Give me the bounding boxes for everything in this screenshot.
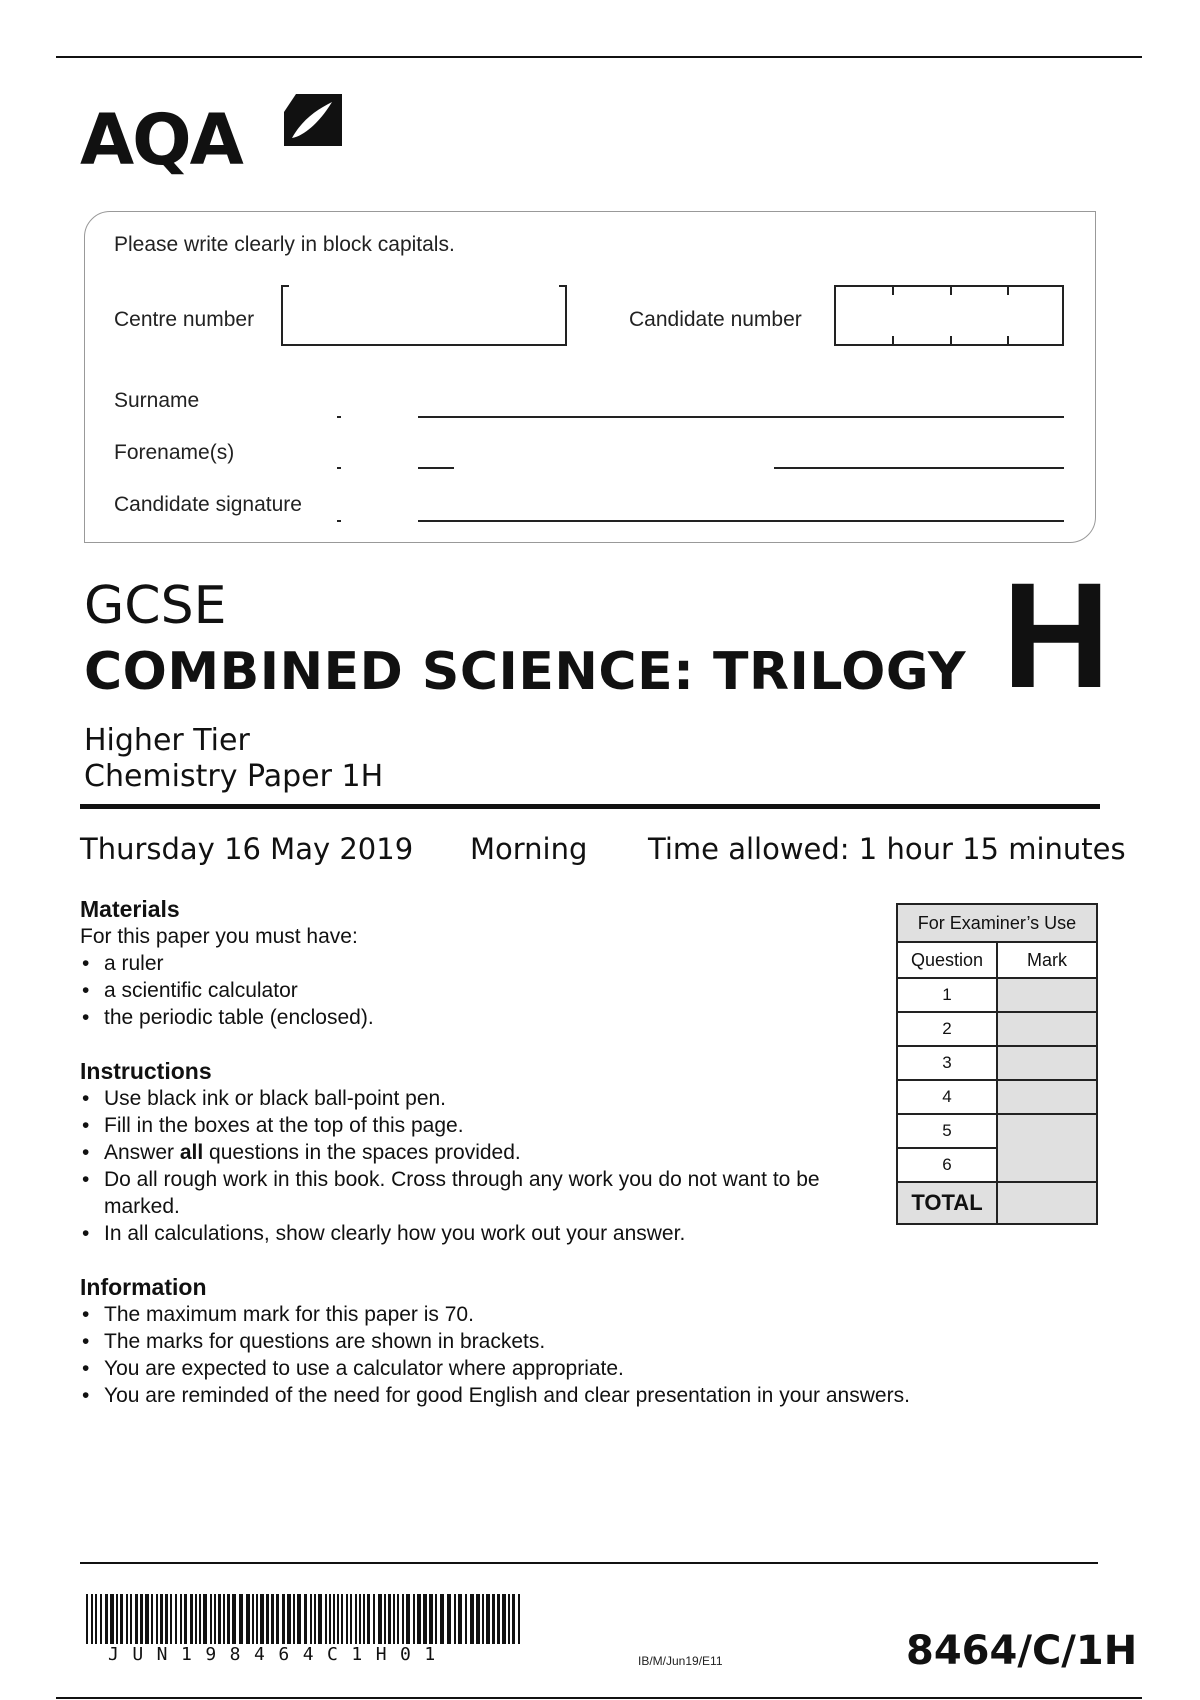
list-item: • Fill in the boxes at the top of this page. [80,1112,880,1139]
information-section [80,1274,1100,1409]
centre-number-field[interactable] [281,285,567,346]
table-row [897,1080,1097,1114]
bold-text: all [179,1141,204,1164]
tier-label: Higher Tier [84,723,250,758]
forenames-dash [337,467,341,469]
centre-number-label: Centre number [114,308,255,331]
mark-cell [997,1080,1097,1114]
title-rule [80,804,1100,809]
list-item: • Use black ink or black ball-point pen. [80,1085,880,1112]
mark-column-header: Mark [997,942,1097,978]
block-capitals-instruction: Please write clearly in block capitals. [114,233,455,256]
list-item: • Do all rough work in this book. Cross through any work you do not want to be marked. [80,1166,854,1220]
materials-section [80,896,860,1031]
list-item: • a scientific calculator [80,977,860,1004]
total-row [897,1182,1097,1224]
text-span: Answer [104,1141,180,1164]
barcode-text: JUN198464C1H01 [108,1644,449,1665]
information-heading: Information [80,1274,207,1300]
list-item [80,1139,880,1166]
list-item: • The marks for questions are shown in brackets. [80,1328,1100,1355]
qualification-title: GCSE [84,576,227,636]
total-mark-cell [997,1182,1097,1224]
question-number: 6 [897,1148,997,1182]
document-reference: IB/M/Jun19/E11 [638,1654,723,1668]
question-number: 5 [897,1114,997,1148]
examiner-use-table [896,903,1098,1225]
paper-code: 8464/C/1H [906,1628,1138,1674]
list-item: • The maximum mark for this paper is 70. [80,1301,1100,1328]
exam-date: Thursday 16 May 2019 [80,832,414,866]
surname-field[interactable] [418,416,1064,418]
mark-cell [997,1046,1097,1080]
question-number: 2 [897,1012,997,1046]
mark-cell [997,978,1097,1012]
footer-rule [80,1562,1098,1564]
materials-intro: For this paper you must have: [80,925,358,948]
list-item: • In all calculations, show clearly how you work out your answer. [80,1220,880,1247]
signature-dash [337,520,341,522]
question-column-header: Question [897,942,997,978]
mark-cell [997,1012,1097,1046]
top-rule [56,56,1142,58]
signature-label: Candidate signature [114,493,302,516]
table-row [897,1114,1097,1148]
subject-title: COMBINED SCIENCE: TRILOGY [84,642,967,702]
aqa-logo [80,90,380,190]
paper-label: Chemistry Paper 1H [84,759,384,794]
examiner-table-heading: For Examiner’s Use [897,904,1097,942]
materials-heading: Materials [80,896,180,922]
table-row [897,978,1097,1012]
aqa-logo-text: AQA [80,99,242,181]
question-number: 4 [897,1080,997,1114]
candidate-number-field[interactable] [834,285,1064,346]
question-number: 3 [897,1046,997,1080]
exam-session: Morning [470,832,588,866]
barcode-icon [86,1594,526,1644]
bottom-rule [56,1697,1142,1699]
list-item: • a ruler [80,950,860,977]
question-number: 1 [897,978,997,1012]
list-item: • You are reminded of the need for good English and clear presentation in your answers. [80,1382,1100,1409]
forenames-field-start[interactable] [418,467,454,469]
instructions-heading: Instructions [80,1058,212,1084]
leaf-icon [282,92,344,148]
surname-dash [337,416,341,418]
instructions-section [80,1058,880,1247]
table-row [897,1046,1097,1080]
total-label: TOTAL [897,1182,997,1224]
forenames-field[interactable] [774,467,1064,469]
table-row [897,1012,1097,1046]
time-allowed: Time allowed: 1 hour 15 minutes [648,832,1126,866]
list-item: • the periodic table (enclosed). [80,1004,860,1031]
list-item: • You are expected to use a calculator where appropriate. [80,1355,1100,1382]
mark-cell [997,1114,1097,1182]
candidate-number-label: Candidate number [629,308,802,331]
surname-label: Surname [114,389,200,412]
forenames-label: Forename(s) [114,441,235,464]
signature-field[interactable] [418,520,1064,522]
tier-letter: H [1002,551,1111,719]
text-span: questions in the spaces provided. [203,1141,521,1164]
